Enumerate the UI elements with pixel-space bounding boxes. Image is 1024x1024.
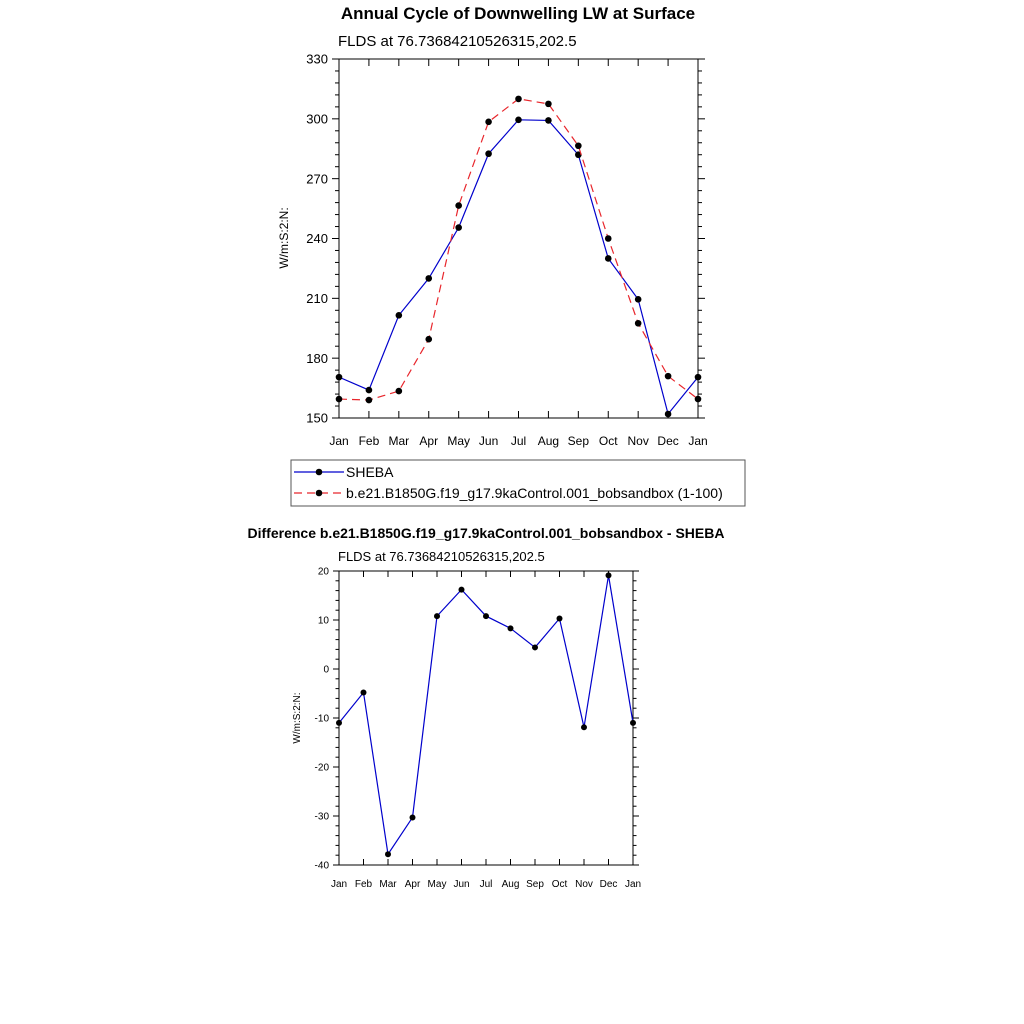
data-point <box>665 373 672 380</box>
data-point <box>425 275 432 282</box>
y-tick-label: 180 <box>306 350 328 366</box>
y-tick-label: 20 <box>317 566 329 578</box>
x-tick-label: Jul <box>510 434 527 448</box>
chart-subtitle: FLDS at 76.73684210526315,202.5 <box>338 33 577 50</box>
legend-marker-sheba <box>316 469 323 476</box>
data-point <box>557 616 563 622</box>
x-tick-label: Dec <box>599 879 618 890</box>
y-tick-label: -40 <box>314 860 329 872</box>
data-point <box>396 312 403 319</box>
x-tick-label: Feb <box>354 879 373 890</box>
data-point <box>366 397 373 404</box>
y-tick-label: 0 <box>323 664 329 676</box>
data-point <box>606 572 612 578</box>
plot-series <box>336 96 702 418</box>
data-point <box>630 720 636 726</box>
plot-frame <box>339 59 698 418</box>
plot-axes <box>315 567 642 890</box>
series-line-1 <box>339 99 698 400</box>
data-point <box>366 387 373 394</box>
data-point <box>485 150 492 157</box>
y-tick-label: 300 <box>306 111 328 127</box>
data-point <box>545 101 552 108</box>
series-line-0 <box>339 120 698 414</box>
data-point <box>532 644 538 650</box>
x-tick-label: Sep <box>526 879 544 890</box>
x-tick-label: Mar <box>388 434 410 448</box>
x-tick-label: Jan <box>688 434 708 448</box>
plot-series <box>336 572 636 857</box>
data-point <box>605 255 612 262</box>
data-point <box>455 224 462 231</box>
data-point <box>410 814 416 820</box>
y-tick-label: -30 <box>314 811 329 823</box>
x-tick-label: Jan <box>624 879 642 890</box>
y-tick-label: 270 <box>306 171 328 187</box>
data-point <box>483 613 489 619</box>
y-tick-label: 150 <box>306 410 328 426</box>
annual-cycle-panel <box>277 4 708 448</box>
x-tick-label: Jun <box>478 434 499 448</box>
y-tick-label: -20 <box>314 762 329 774</box>
x-tick-label: Jan <box>329 434 349 448</box>
data-point <box>336 720 342 726</box>
chart-title: Annual Cycle of Downwelling LW at Surface <box>340 4 696 23</box>
data-point <box>515 117 522 124</box>
data-point <box>635 320 642 327</box>
y-tick-label: -10 <box>314 713 329 725</box>
x-tick-label: Nov <box>627 434 649 448</box>
data-point <box>695 396 702 403</box>
x-tick-label: Feb <box>358 434 380 448</box>
legend-label-model: b.e21.B1850G.f19_g17.9kaControl.001_bobsandbox (1-100) <box>346 485 723 501</box>
data-point <box>396 388 403 395</box>
data-point <box>508 625 514 631</box>
x-tick-label: Nov <box>575 879 593 890</box>
x-tick-label: Apr <box>419 434 439 448</box>
data-point <box>485 119 492 126</box>
data-point <box>336 396 343 403</box>
x-tick-label: Dec <box>657 434 679 448</box>
data-point <box>336 374 343 381</box>
data-point <box>434 613 440 619</box>
x-tick-label: Sep <box>567 434 590 448</box>
x-tick-label: Jul <box>479 879 493 890</box>
y-axis-label: W/m:S:2:N: <box>277 207 291 269</box>
x-tick-label: Oct <box>598 434 618 448</box>
y-axis-label: W/m:S:2:N: <box>292 692 303 744</box>
data-point <box>575 142 582 149</box>
y-tick-label: 10 <box>317 615 329 627</box>
x-tick-label: Jan <box>330 879 348 890</box>
x-tick-label: Jun <box>453 879 470 890</box>
data-point <box>605 235 612 242</box>
x-tick-label: Aug <box>501 879 520 890</box>
data-point <box>665 411 672 418</box>
chart-title: Difference b.e21.B1850G.f19_g17.9kaControl.001_bobsandbox - SHEBA <box>247 525 725 541</box>
x-tick-label: Apr <box>404 879 421 890</box>
chart-subtitle: FLDS at 76.73684210526315,202.5 <box>338 549 545 564</box>
legend-marker-model <box>316 490 323 497</box>
x-tick-label: May <box>427 879 447 890</box>
x-tick-label: Mar <box>379 879 397 890</box>
data-point <box>361 690 367 696</box>
data-point <box>581 724 587 730</box>
x-tick-label: May <box>447 434 471 448</box>
data-point <box>515 96 522 103</box>
legend-label-sheba: SHEBA <box>346 464 394 480</box>
y-tick-label: 330 <box>306 51 328 67</box>
x-tick-label: Oct <box>551 879 568 890</box>
x-tick-label: Aug <box>537 434 560 448</box>
data-point <box>455 202 462 209</box>
data-point <box>425 336 432 343</box>
data-point <box>459 587 465 593</box>
difference-panel <box>248 525 725 890</box>
data-point <box>545 117 552 124</box>
data-point <box>695 374 702 381</box>
data-point <box>635 296 642 303</box>
y-tick-label: 240 <box>306 231 328 247</box>
y-tick-label: 210 <box>306 291 328 307</box>
data-point <box>385 851 391 857</box>
legend-item-model <box>294 485 723 501</box>
legend <box>291 460 745 506</box>
